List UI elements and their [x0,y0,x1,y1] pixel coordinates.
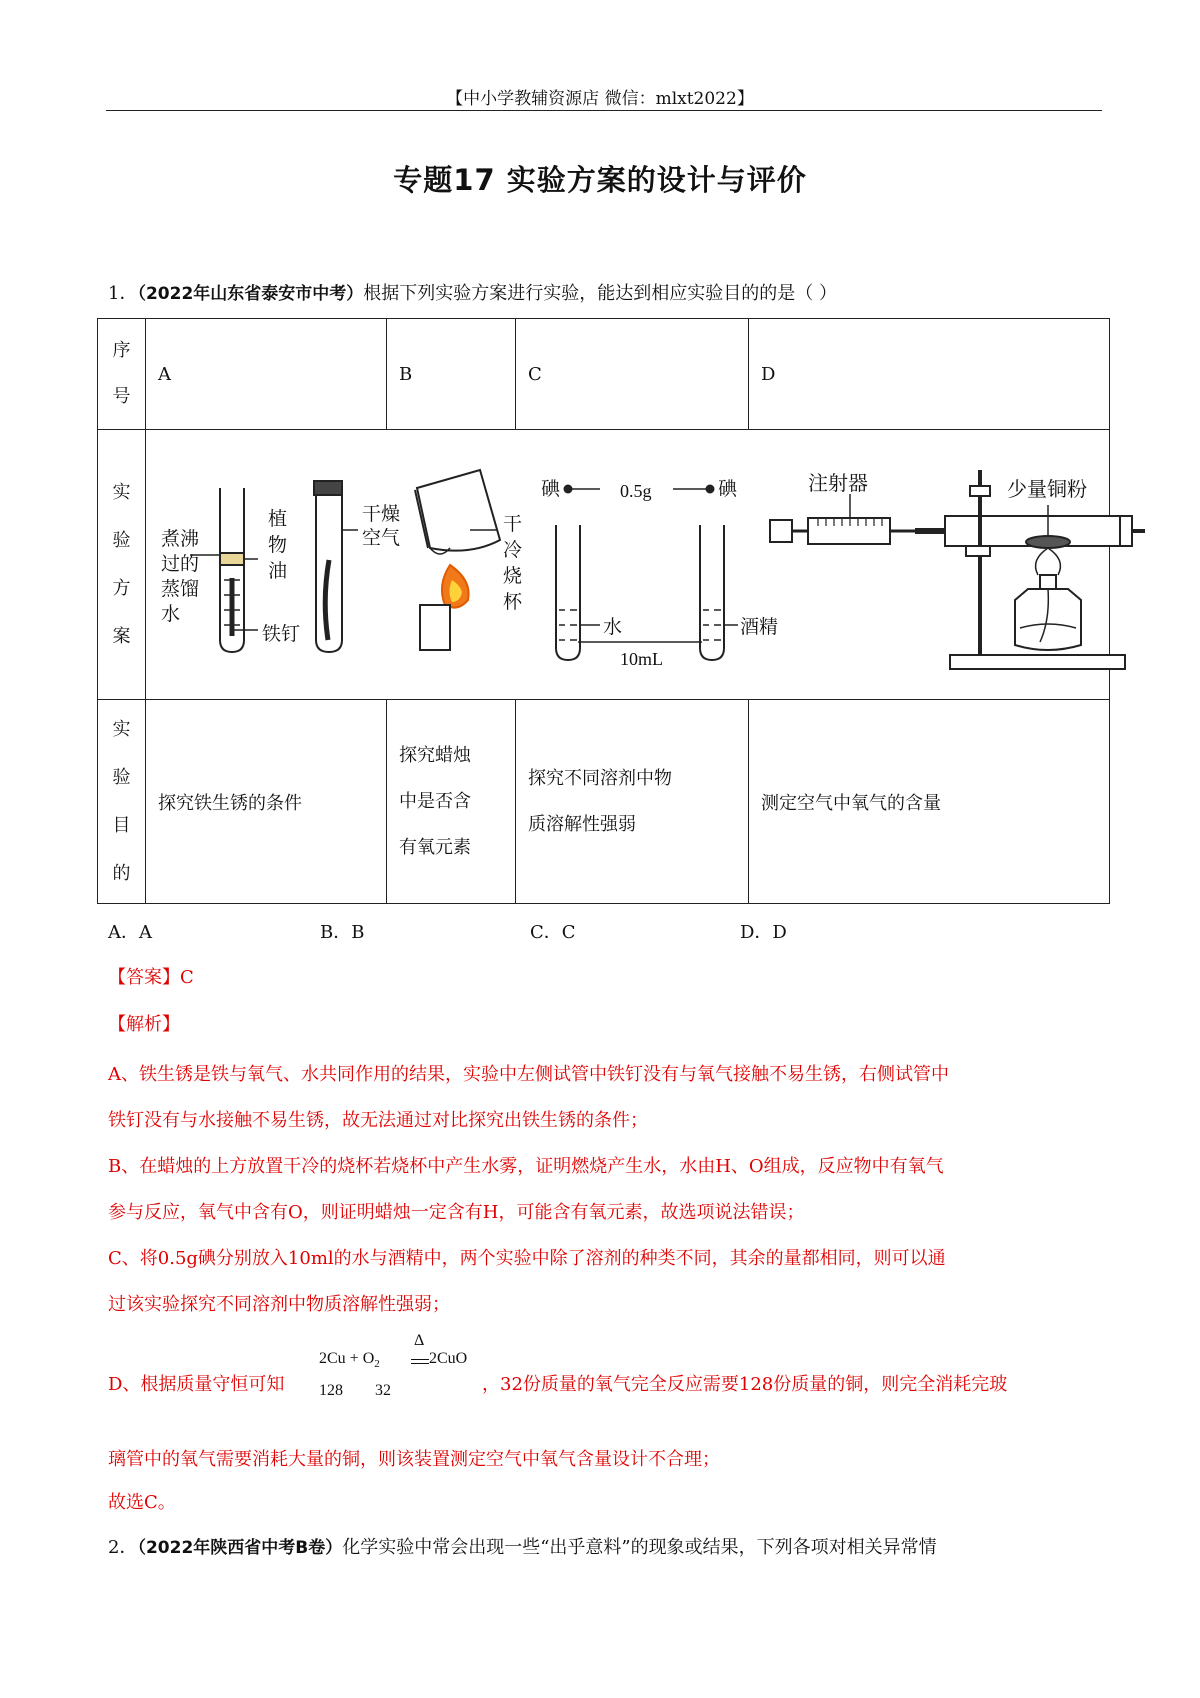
question-text: 根据下列实验方案进行实验，能达到相应实验目的的是（ ） [363,283,838,304]
analysis-a-line2: 铁钉没有与水接触不易生锈，故无法通过对比探究出铁生锈的条件； [108,1110,648,1131]
candle-body [420,605,450,650]
cell-seq-a: A [146,319,387,430]
cold-beaker [417,470,500,551]
label-a-oil: 植物油 [268,508,288,582]
iron-nail-right [325,560,329,640]
analysis-d-prefix: D、根据质量守恒可知 [108,1374,285,1395]
question-number: 2． [108,1537,138,1558]
label-a-water: 煮沸过的蒸馏水 [161,528,200,625]
page-header: 【中小学教辅资源店 微信：mlxt2022】 [446,89,754,109]
analysis-b-line2: 参与反应，氧气中含有O，则证明蜡烛一定含有H，可能含有氧元素，故选项说法错误； [108,1202,805,1223]
copper-powder [1026,536,1070,548]
oil-layer [221,553,243,565]
analysis-a-line1: A、铁生锈是铁与氧气、水共同作用的结果，实验中左侧试管中铁钉没有与氧气接触不易生锈，右侧试管中 [108,1064,949,1085]
diagram-c [556,486,738,661]
question-number: 1． [108,283,138,304]
cell-seq-b: B [387,319,516,430]
purpose-b: 探究蜡烛中是否含有氧元素 [387,700,516,904]
label-c-iodine-left: 碘 [541,478,561,500]
analysis-c-line1: C、将0.5g碘分别放入10ml的水与酒精中，两个实验中除了溶剂的种类不同，其余的量都相同，则可以通 [108,1248,946,1269]
analysis-c-line2: 过该实验探究不同溶剂中物质溶解性强弱； [108,1294,450,1315]
analysis-d-line2: 璃管中的氧气需要消耗大量的铜，则该装置测定空气中氧气含量设计不合理； [108,1449,720,1470]
option-d[interactable]: D．D [740,922,787,943]
syringe-plunger-head [770,520,792,542]
row-head-seq: 序号 [98,319,146,430]
question-text: 化学实验中常会出现一些“出乎意料”的现象或结果，下列各项对相关异常情 [342,1537,937,1558]
label-c-volume: 10mL [620,649,663,669]
question-source: （2022年陕西省中考B卷） [137,1538,343,1558]
question-2-stem [108,1534,1108,1562]
page-title: 专题17 实验方案的设计与评价 [393,163,807,197]
cell-seq-d: D [749,319,1110,430]
analysis-d-suffix: ，32份质量的氧气完全反应需要128份质量的铜，则完全消耗完玻 [482,1374,1008,1395]
label-c-mass: 0.5g [620,481,652,501]
analysis-conclusion: 故选C。 [108,1492,176,1513]
label-c-iodine-right: 碘 [718,478,738,500]
cell-seq-c: C [516,319,749,430]
option-c[interactable]: C．C [530,922,576,943]
row-head-scheme: 实验方案 [98,430,146,700]
analysis-b-line1: B、在蜡烛的上方放置干冷的烧杯若烧杯中产生水雾，证明燃烧产生水，水由H、O组成，反应物中有氧气 [108,1156,944,1177]
label-c-alcohol: 酒精 [740,616,779,638]
option-b[interactable]: B．B [320,922,365,943]
burner-flame [1036,548,1061,575]
label-a-nail: 铁钉 [262,623,301,645]
row-head-purpose: 实验目的 [98,700,146,904]
diagram-b [415,470,500,650]
purpose-d: 测定空气中氧气的含量 [749,700,1110,904]
label-c-water: 水 [603,616,623,638]
syringe-barrel [808,518,890,544]
stand-base [950,655,1125,669]
chemical-equation: $2Cu + O_2$ Δ 2CuO 128 32 [319,1332,468,1399]
answer-line [108,963,194,989]
diagram-d [770,470,1145,669]
analysis-label: 【解析】 [108,1014,180,1035]
answer-value: C [180,967,194,988]
label-b-cup: 干冷烧杯 [503,513,523,613]
tube-stopper [314,481,342,495]
purpose-a: 探究铁生锈的条件 [146,700,387,904]
answer-label: 【答案】 [108,967,180,988]
question-source: （2022年山东省泰安市中考） [137,284,364,304]
purpose-c: 探究不同溶剂中物质溶解性强弱 [516,700,749,904]
label-d-syringe: 注射器 [808,471,868,495]
label-a-air: 干燥空气 [362,503,401,549]
label-d-copper: 少量铜粉 [1007,477,1087,501]
option-a[interactable]: A．A [108,922,152,943]
